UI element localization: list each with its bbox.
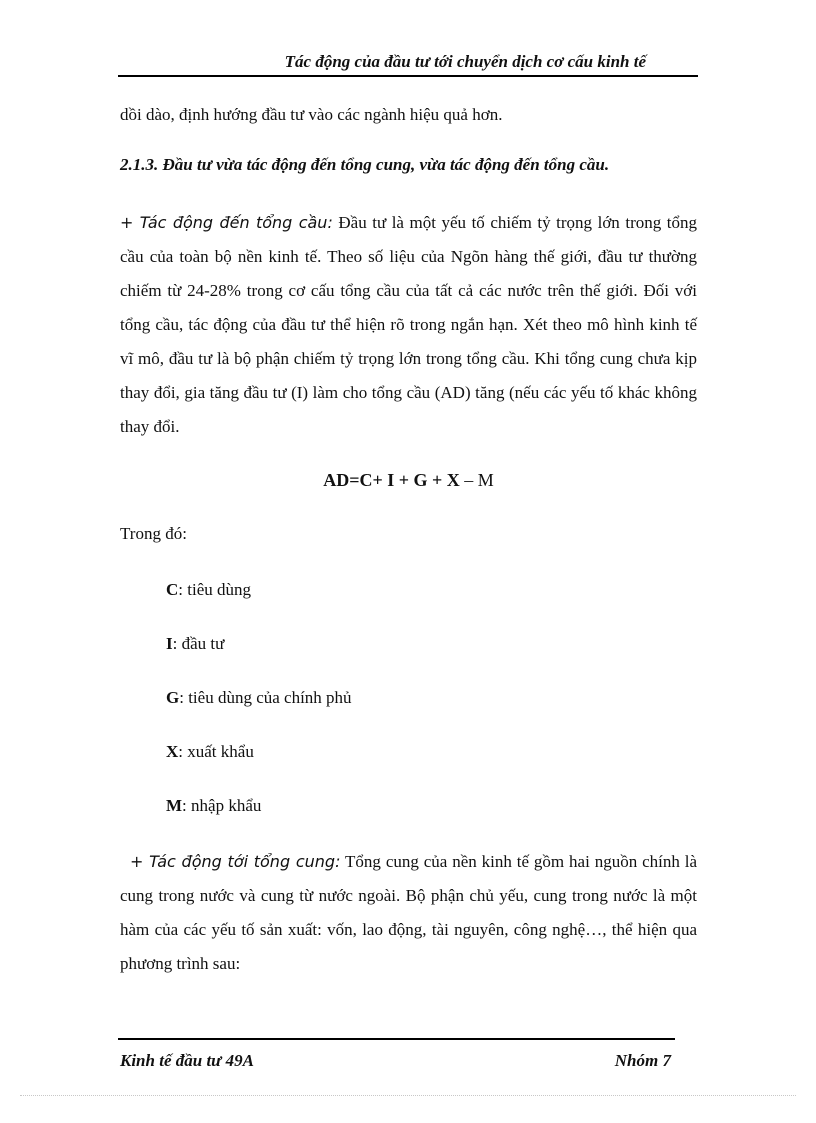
supply-paragraph bbox=[120, 845, 697, 981]
formula-tail: – M bbox=[459, 470, 494, 490]
definition-item bbox=[166, 794, 352, 848]
definition-symbol: C bbox=[166, 580, 179, 599]
definition-symbol: G bbox=[166, 688, 180, 707]
section-heading: 2.1.3. Đầu tư vừa tác động đến tổng cung, vừa tác động đến tổng cầu. bbox=[120, 155, 610, 174]
definition-symbol: I bbox=[166, 634, 173, 653]
demand-paragraph bbox=[120, 206, 697, 444]
demand-lead: + Tác động đến tổng cầu: bbox=[120, 213, 333, 232]
ad-formula bbox=[120, 470, 697, 491]
footer-course: Kinh tế đầu tư 49A bbox=[120, 1051, 254, 1070]
definition-meaning: : xuất khẩu bbox=[178, 742, 254, 761]
definition-symbol: X bbox=[166, 742, 179, 761]
formula-main: AD=C+ I + G + X bbox=[323, 470, 460, 490]
intro-line bbox=[120, 98, 697, 132]
definition-meaning: : tiêu dùng của chính phủ bbox=[179, 688, 352, 707]
definition-meaning: : tiêu dùng bbox=[178, 580, 251, 599]
running-header-title: Tác động của đầu tư tới chuyển dịch cơ cấu kinh tế bbox=[284, 52, 646, 71]
definition-item bbox=[166, 686, 352, 740]
supply-text: Tổng cung của nền kinh tế gồm hai nguồn chính là cung trong nước và cung từ nước ngoài. Bộ phận chủ yếu, cung trong nước là một hàm của các yếu tố sản xuất: vốn, lao động, tài nguyên, công nghệ…, thể hiện qua phương trình sau: bbox=[120, 852, 698, 973]
demand-text: Đầu tư là một yếu tố chiếm tỷ trọng lớn trong tổng cầu của toàn bộ nền kinh tế. Theo số liệu của Ngõn hàng thế giới, đầu tư thường chiếm từ 24-28% trong cơ cấu tổng cầu của tất cả các nước trên thế giới. Đối với tổng cầu, tác động của đầu tư thể hiện rõ trong ngắn hạn. Xét theo mô hình kinh tế vĩ mô, đầu tư là bộ phận chiếm tỷ trọng lớn trong tổng cầu. Khi tổng cung chưa kịp thay đổi, gia tăng đầu tư (I) làm cho tổng cầu (AD) tăng (nếu các yếu tố khác không thay đổi. bbox=[120, 213, 697, 436]
definition-meaning: : nhập khẩu bbox=[182, 796, 262, 815]
definition-item bbox=[166, 740, 352, 794]
footer-group: Nhóm 7 bbox=[614, 1051, 671, 1070]
intro-line-text: dồi dào, định hướng đầu tư vào các ngành hiệu quả hơn. bbox=[120, 105, 503, 124]
supply-lead: + Tác động tới tổng cung: bbox=[130, 852, 341, 871]
definition-item bbox=[166, 578, 352, 632]
page-break-divider bbox=[20, 1095, 796, 1096]
header-rule bbox=[118, 75, 698, 77]
footer-rule bbox=[118, 1038, 675, 1040]
definition-meaning: : đầu tư bbox=[172, 634, 225, 653]
definitions-intro: Trong đó: bbox=[120, 524, 187, 543]
definitions-list bbox=[166, 578, 352, 848]
definition-item bbox=[166, 632, 352, 686]
definition-symbol: M bbox=[166, 796, 183, 815]
